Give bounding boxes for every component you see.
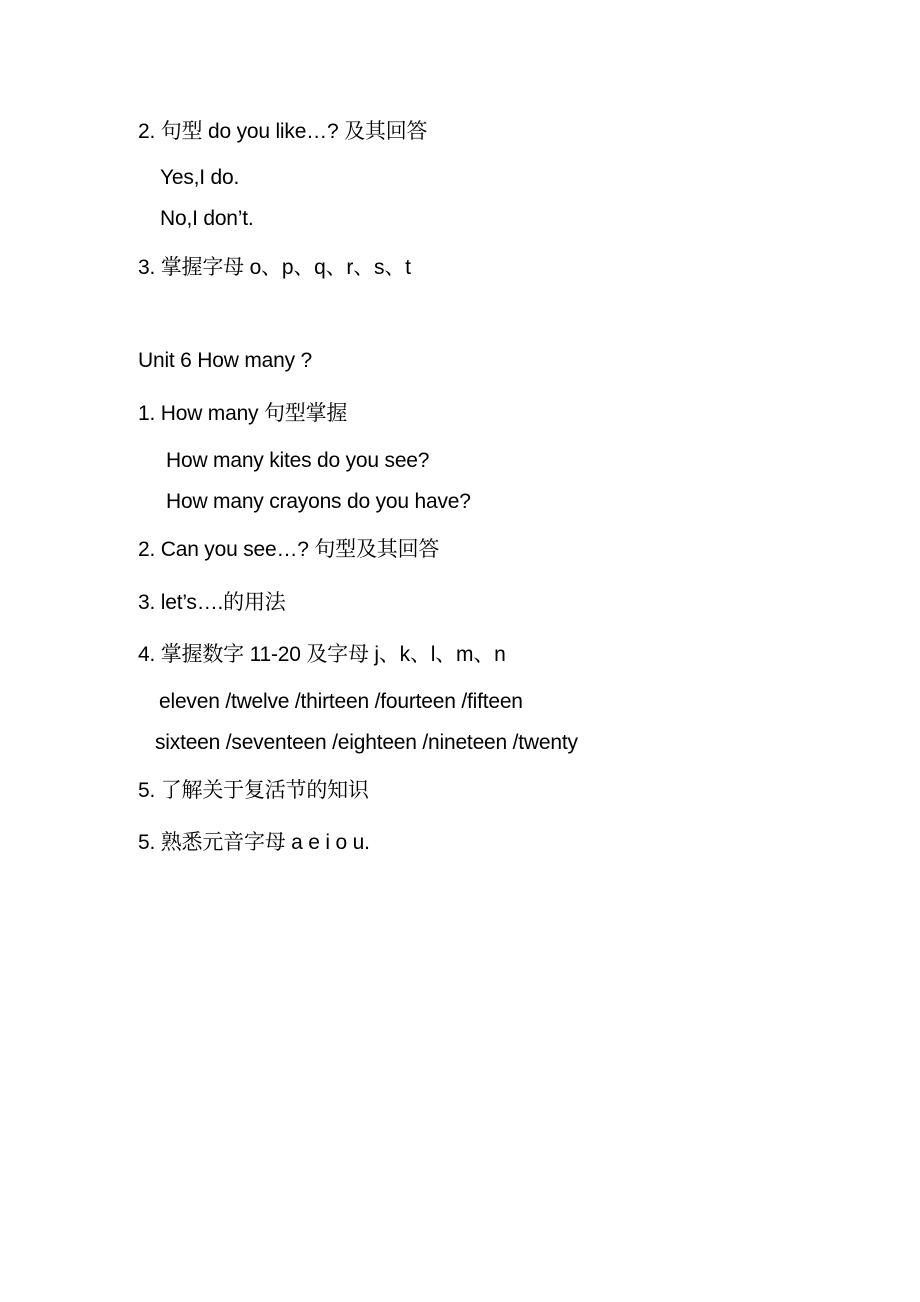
unit6-item-5b: 5. 熟悉元音字母 a e i o u.: [138, 831, 370, 854]
numbers-row-1: eleven /twelve /thirteen /fourteen /fifteen: [159, 690, 523, 713]
unit6-item-2: 2. Can you see…? 句型及其回答: [138, 538, 440, 561]
prev-answer-no: No,I don’t.: [160, 207, 254, 230]
numbers-row-2: sixteen /seventeen /eighteen /nineteen /twenty: [155, 731, 578, 754]
prev-answer-yes: Yes,I do.: [160, 166, 240, 189]
prev-item-3: 3. 掌握字母 o、p、q、r、s、t: [138, 256, 411, 279]
unit6-item-5a: 5. 了解关于复活节的知识: [138, 779, 369, 802]
unit6-example-2: How many crayons do you have?: [166, 490, 471, 513]
unit6-example-1: How many kites do you see?: [166, 449, 430, 472]
unit6-item-1: 1. How many 句型掌握: [138, 402, 348, 425]
unit6-title: Unit 6 How many ?: [138, 349, 313, 372]
unit6-item-4: 4. 掌握数字 11-20 及字母 j、k、l、m、n: [138, 643, 506, 666]
prev-item-2: 2. 句型 do you like…? 及其回答: [138, 120, 428, 143]
unit6-item-3: 3. let’s….的用法: [138, 591, 286, 614]
